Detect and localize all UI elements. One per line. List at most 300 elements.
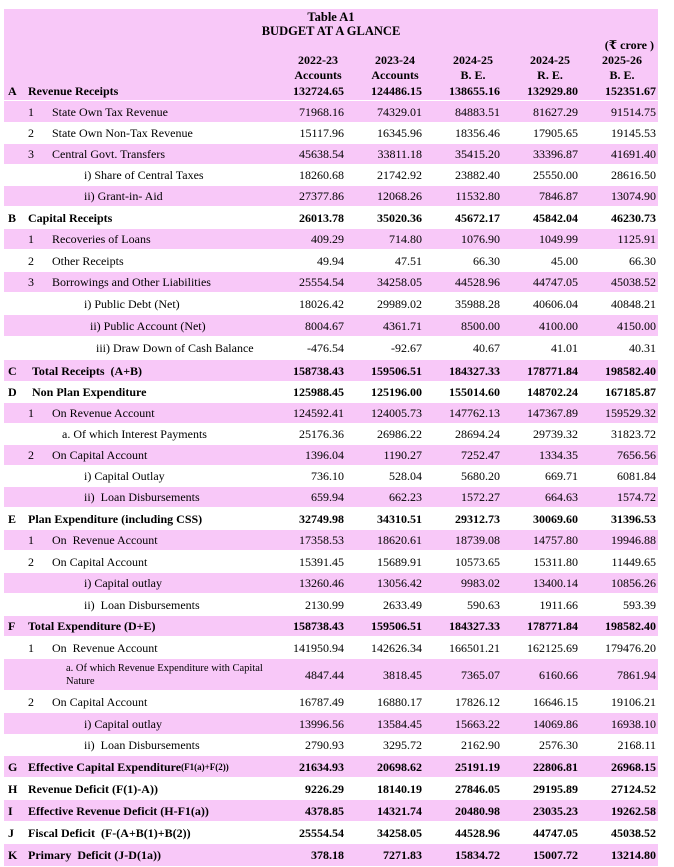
- table-row: [4, 822, 658, 844]
- value-cell: 23035.23: [533, 803, 578, 818]
- value-cell: 29312.73: [455, 511, 500, 526]
- table-row: [4, 691, 658, 713]
- row-label: [84, 573, 162, 594]
- value-cell: 32749.98: [299, 511, 344, 526]
- value-cell: 1396.04: [305, 448, 344, 462]
- row-label: [84, 466, 165, 487]
- row-label: [28, 82, 118, 101]
- row-code: F: [8, 619, 16, 633]
- table-row: [4, 101, 658, 123]
- row-code: J: [8, 825, 14, 840]
- row-label: [28, 822, 191, 844]
- row-code: D: [8, 385, 17, 399]
- value-cell: 25191.19: [455, 759, 500, 774]
- column-header-0: 2022-23 Accounts: [294, 53, 342, 82]
- value-cell: 45842.04: [533, 210, 578, 225]
- value-cell: 29195.89: [533, 781, 578, 796]
- value-cell: 409.29: [311, 232, 344, 246]
- row-label-text: 2 On Capital Account: [28, 694, 148, 709]
- value-cell: 45.00: [551, 253, 578, 268]
- table-row: [4, 844, 658, 867]
- value-cell: 34258.05: [377, 275, 422, 289]
- table-row: [4, 573, 658, 594]
- value-cell: 2633.49: [383, 597, 422, 612]
- value-cell: 664.63: [545, 490, 578, 504]
- row-label: [28, 756, 229, 778]
- value-cell: 41.01: [551, 341, 578, 355]
- value-cell: 16880.17: [377, 694, 422, 709]
- row-label: [28, 272, 211, 293]
- value-cell: 33396.87: [533, 147, 578, 161]
- row-label: [62, 424, 207, 445]
- value-cell: 10573.65: [455, 554, 500, 569]
- table-title: BUDGET AT A GLANCE: [261, 24, 401, 38]
- value-cell: 124592.41: [293, 406, 344, 420]
- value-cell: 27124.52: [611, 781, 656, 796]
- value-cell: 23882.40: [455, 168, 500, 182]
- value-cell: 7846.87: [539, 189, 578, 203]
- table-row: [4, 186, 658, 207]
- value-cell: 4378.85: [305, 803, 344, 818]
- value-cell: 4100.00: [539, 318, 578, 333]
- row-label: [28, 229, 151, 250]
- value-cell: 4847.44: [305, 667, 344, 682]
- value-cell: 74329.01: [377, 104, 422, 119]
- row-label: [84, 713, 162, 735]
- value-cell: 40.67: [473, 341, 500, 355]
- value-cell: 124005.73: [371, 406, 422, 420]
- value-cell: 1574.72: [617, 490, 656, 504]
- value-cell: 17826.12: [455, 694, 500, 709]
- value-cell: 138655.16: [449, 84, 500, 98]
- table-row: [4, 637, 658, 659]
- value-cell: 184327.33: [449, 619, 500, 633]
- value-cell: 125988.45: [293, 385, 344, 399]
- value-cell: 198582.40: [605, 619, 656, 633]
- value-cell: 15007.72: [533, 848, 578, 862]
- value-cell: 16345.96: [377, 126, 422, 140]
- row-label: [66, 659, 266, 691]
- table-row: [4, 466, 658, 487]
- value-cell: 2168.11: [617, 738, 656, 752]
- value-cell: 15311.80: [533, 554, 578, 569]
- value-cell: 47.51: [395, 253, 422, 268]
- value-cell: 17358.53: [299, 533, 344, 547]
- value-cell: 7656.56: [617, 448, 656, 462]
- row-code: H: [8, 781, 18, 796]
- row-label-text: iii) Draw Down of Cash Balance: [96, 341, 254, 355]
- table-row: [4, 778, 658, 800]
- value-cell: 84883.51: [455, 104, 500, 119]
- value-cell: 10856.26: [611, 576, 656, 590]
- value-cell: 25554.54: [299, 275, 344, 289]
- row-label-text: Revenue Receipts: [28, 84, 119, 98]
- value-cell: 14069.86: [533, 716, 578, 731]
- value-cell: 35415.20: [455, 147, 500, 161]
- table-header: [4, 9, 658, 82]
- value-cell: 8004.67: [305, 318, 344, 333]
- value-cell: 148702.24: [527, 385, 578, 399]
- value-cell: 178771.84: [527, 619, 578, 633]
- value-cell: 66.30: [629, 253, 656, 268]
- value-cell: 2162.90: [461, 738, 500, 752]
- value-cell: 26013.78: [299, 210, 344, 225]
- row-code: B: [8, 210, 17, 225]
- value-cell: 198582.40: [605, 363, 656, 378]
- value-cell: 16646.15: [533, 694, 578, 709]
- value-cell: 7252.47: [461, 448, 500, 462]
- row-label-text: 1 Recoveries of Loans: [28, 232, 151, 246]
- value-cell: 1334.35: [539, 448, 578, 462]
- value-cell: 11449.65: [611, 554, 656, 569]
- value-cell: 41691.40: [611, 147, 656, 161]
- value-cell: 132724.65: [293, 84, 344, 98]
- value-cell: 44747.05: [533, 825, 578, 840]
- row-label: [28, 144, 165, 165]
- value-cell: 1049.99: [539, 232, 578, 246]
- value-cell: 18620.61: [377, 533, 422, 547]
- value-cell: 18140.19: [377, 781, 422, 796]
- value-cell: 71968.16: [299, 104, 344, 119]
- value-cell: 26968.15: [611, 759, 656, 774]
- table-row: [4, 551, 658, 573]
- value-cell: 1572.27: [461, 490, 500, 504]
- value-cell: 2576.30: [539, 738, 578, 752]
- row-label-text: Effective Capital Expenditure: [28, 759, 182, 774]
- value-cell: 13260.46: [299, 576, 344, 590]
- row-code: I: [8, 803, 13, 818]
- row-label-text: Capital Receipts: [28, 210, 113, 225]
- row-label-text: i) Capital outlay: [84, 576, 162, 590]
- value-cell: 6081.84: [617, 469, 656, 483]
- value-cell: 19106.21: [611, 694, 656, 709]
- row-label: [84, 186, 163, 207]
- value-cell: 35020.36: [377, 210, 422, 225]
- value-cell: 16787.49: [299, 694, 344, 709]
- row-label: [28, 778, 158, 800]
- value-cell: 6160.66: [539, 667, 578, 682]
- value-cell: 91514.75: [611, 104, 656, 119]
- value-cell: 18739.08: [455, 533, 500, 547]
- value-cell: 45672.17: [455, 210, 500, 225]
- value-cell: 20698.62: [377, 759, 422, 774]
- value-cell: 11532.80: [455, 189, 500, 203]
- row-label-text: 2 Other Receipts: [28, 253, 124, 268]
- value-cell: 179476.20: [605, 640, 656, 655]
- row-label: [32, 382, 146, 403]
- table-row: [4, 82, 658, 101]
- table-row: [4, 424, 658, 445]
- value-cell: 27377.86: [299, 189, 344, 203]
- row-label: [32, 360, 142, 382]
- row-label: [28, 530, 158, 551]
- table-row: [4, 508, 658, 530]
- value-cell: 28694.24: [455, 427, 500, 441]
- value-cell: 25176.36: [299, 427, 344, 441]
- row-label-text: Total Receipts (A+B): [32, 363, 143, 378]
- value-cell: 40606.04: [533, 296, 578, 311]
- value-cell: 159506.51: [371, 619, 422, 633]
- value-cell: 31396.53: [611, 511, 656, 526]
- value-cell: 27846.05: [455, 781, 500, 796]
- table-row: [4, 616, 658, 637]
- value-cell: 7271.83: [383, 848, 422, 862]
- value-cell: 3818.45: [383, 667, 422, 682]
- value-cell: 714.80: [389, 232, 422, 246]
- row-label: [96, 337, 254, 360]
- value-cell: 3295.72: [383, 738, 422, 752]
- value-cell: 13996.56: [299, 716, 344, 731]
- table-row: [4, 594, 658, 616]
- table-row: [4, 250, 658, 272]
- row-label-text: ii) Loan Disbursements: [84, 490, 200, 504]
- value-cell: 45038.52: [611, 825, 656, 840]
- row-label-text: Non Plan Expenditure: [32, 385, 147, 399]
- value-cell: 44528.96: [455, 275, 500, 289]
- value-cell: 15663.22: [455, 716, 500, 731]
- value-cell: 159529.32: [605, 406, 656, 420]
- row-label-text: Plan Expenditure (including CSS): [28, 511, 203, 526]
- value-cell: 40.31: [629, 341, 656, 355]
- value-cell: 34310.51: [377, 511, 422, 526]
- value-cell: 1076.90: [461, 232, 500, 246]
- value-cell: 158738.43: [293, 619, 344, 633]
- value-cell: 18026.42: [299, 296, 344, 311]
- table-row: [4, 315, 658, 337]
- value-cell: 1125.91: [617, 232, 656, 246]
- row-label-formula: (F1(a)+F(2)): [181, 761, 229, 772]
- value-cell: 22806.81: [533, 759, 578, 774]
- value-cell: 18356.46: [455, 126, 500, 140]
- budget-table-body: [4, 82, 658, 867]
- value-cell: 167185.87: [605, 385, 656, 399]
- value-cell: 20480.98: [455, 803, 500, 818]
- table-row: [4, 659, 658, 691]
- table-row: [4, 207, 658, 229]
- value-cell: 45638.54: [299, 147, 344, 161]
- value-cell: 158738.43: [293, 363, 344, 378]
- row-label: [28, 207, 112, 229]
- row-label-text: 2 On Capital Account: [28, 554, 148, 569]
- value-cell: 46230.73: [611, 210, 656, 225]
- value-cell: 44528.96: [455, 825, 500, 840]
- value-cell: 15834.72: [455, 848, 500, 862]
- value-cell: 142626.34: [371, 640, 422, 655]
- value-cell: 528.04: [389, 469, 422, 483]
- row-label-text: Fiscal Deficit (F-(A+B(1)+B(2)): [28, 825, 191, 840]
- row-label-text: ii) Grant-in- Aid: [84, 189, 163, 203]
- value-cell: 34258.05: [377, 825, 422, 840]
- value-cell: 2790.93: [305, 738, 344, 752]
- table-row: [4, 756, 658, 778]
- table-row: [4, 487, 658, 508]
- value-cell: 4361.71: [383, 318, 422, 333]
- table-row: [4, 445, 658, 466]
- value-cell: 4150.00: [617, 318, 656, 333]
- value-cell: -92.67: [391, 341, 422, 355]
- row-label: [84, 487, 200, 508]
- value-cell: 14321.74: [377, 803, 422, 818]
- value-cell: 155014.60: [449, 385, 500, 399]
- value-cell: 141950.94: [293, 640, 344, 655]
- row-code: E: [8, 511, 17, 526]
- value-cell: 14757.80: [533, 533, 578, 547]
- value-cell: 5680.20: [461, 469, 500, 483]
- value-cell: 9983.02: [461, 576, 500, 590]
- value-cell: 26986.22: [377, 427, 422, 441]
- value-cell: 124486.15: [371, 84, 422, 98]
- row-label: [28, 800, 209, 822]
- value-cell: 29739.32: [533, 427, 578, 441]
- row-label-text: 1 On Revenue Account: [28, 640, 158, 655]
- column-header-2: 2024-25 B. E.: [453, 53, 493, 82]
- row-label: [84, 735, 200, 756]
- value-cell: 28616.50: [611, 168, 656, 182]
- row-label-text: a. Of which Revenue Expenditure with Capital Nature: [66, 663, 263, 687]
- value-cell: 9226.29: [305, 781, 344, 796]
- column-header-1: 2023-24 Accounts: [371, 53, 419, 82]
- value-cell: 29989.02: [377, 296, 422, 311]
- value-cell: 159506.51: [371, 363, 422, 378]
- value-cell: 13056.42: [377, 576, 422, 590]
- value-cell: 40848.21: [611, 296, 656, 311]
- table-row: [4, 403, 658, 424]
- row-label-text: i) Public Debt (Net): [84, 296, 180, 311]
- row-label: [84, 293, 180, 315]
- table-row: [4, 165, 658, 186]
- row-label-text: 1 On Revenue Account: [28, 533, 158, 547]
- row-label-text: ii) Loan Disbursements: [84, 597, 200, 612]
- value-cell: 7861.94: [617, 667, 656, 682]
- table-row: [4, 123, 658, 144]
- row-label-text: Revenue Deficit (F(1)-A)): [28, 781, 158, 796]
- value-cell: 178771.84: [527, 363, 578, 378]
- row-label-text: 1 On Revenue Account: [28, 406, 155, 420]
- value-cell: 31823.72: [611, 427, 656, 441]
- value-cell: 19145.53: [611, 126, 656, 140]
- value-cell: 147762.13: [449, 406, 500, 420]
- row-label: [28, 508, 202, 530]
- value-cell: 1911.66: [539, 597, 578, 612]
- value-cell: 21634.93: [299, 759, 344, 774]
- value-cell: 12068.26: [377, 189, 422, 203]
- row-label: [28, 637, 158, 659]
- table-row: [4, 337, 658, 360]
- value-cell: 25550.00: [533, 168, 578, 182]
- row-label-text: 3 Central Govt. Transfers: [28, 147, 165, 161]
- value-cell: 13584.45: [377, 716, 422, 731]
- row-label-text: ii) Loan Disbursements: [84, 738, 200, 752]
- row-label: [84, 165, 204, 186]
- value-cell: 125196.00: [371, 385, 422, 399]
- row-label: [84, 594, 200, 616]
- value-cell: 44747.05: [533, 275, 578, 289]
- value-cell: 25554.54: [299, 825, 344, 840]
- value-cell: 593.39: [623, 597, 656, 612]
- value-cell: 1190.27: [383, 448, 422, 462]
- value-cell: 66.30: [473, 253, 500, 268]
- table-row: [4, 360, 658, 382]
- value-cell: 18260.68: [299, 168, 344, 182]
- row-label-text: 1 State Own Tax Revenue: [28, 104, 168, 119]
- value-cell: 736.10: [311, 469, 344, 483]
- value-cell: 13074.90: [611, 189, 656, 203]
- table-row: [4, 713, 658, 735]
- value-cell: 166501.21: [449, 640, 500, 655]
- value-cell: 162125.69: [527, 640, 578, 655]
- value-cell: 15117.96: [299, 126, 344, 140]
- row-label-text: 2 On Capital Account: [28, 448, 148, 462]
- value-cell: 16938.10: [611, 716, 656, 731]
- row-label: [28, 445, 147, 466]
- row-label-text: i) Capital Outlay: [84, 469, 165, 483]
- row-label: [28, 616, 156, 637]
- row-label: [28, 250, 124, 272]
- value-cell: 659.94: [311, 490, 344, 504]
- value-cell: 19946.88: [611, 533, 656, 547]
- table-row: [4, 293, 658, 315]
- row-label-text: a. Of which Interest Payments: [62, 427, 207, 441]
- value-cell: 19262.58: [611, 803, 656, 818]
- value-cell: 152351.67: [605, 84, 656, 98]
- value-cell: 2130.99: [305, 597, 344, 612]
- value-cell: 662.23: [389, 490, 422, 504]
- row-label-text: i) Capital outlay: [84, 716, 162, 731]
- column-header-3: 2024-25 R. E.: [530, 53, 570, 82]
- value-cell: -476.54: [307, 341, 344, 355]
- row-label-text: i) Share of Central Taxes: [84, 168, 204, 182]
- value-cell: 17905.65: [533, 126, 578, 140]
- row-label: [28, 844, 161, 867]
- row-label-text: Effective Revenue Deficit (H-F1(a)): [28, 803, 209, 818]
- row-label: [28, 403, 155, 424]
- table-number: Table A1: [307, 10, 355, 24]
- table-row: [4, 530, 658, 551]
- row-label: [28, 551, 147, 573]
- value-cell: 15689.91: [377, 554, 422, 569]
- row-code: K: [8, 848, 18, 862]
- column-header-4: 2025-26 B. E.: [602, 53, 642, 82]
- value-cell: 81627.29: [533, 104, 578, 119]
- value-cell: 590.63: [467, 597, 500, 612]
- value-cell: 15391.45: [299, 554, 344, 569]
- value-cell: 8500.00: [461, 318, 500, 333]
- value-cell: 7365.07: [461, 667, 500, 682]
- value-cell: 33811.18: [377, 147, 422, 161]
- value-cell: 13400.14: [533, 576, 578, 590]
- value-cell: 147367.89: [527, 406, 578, 420]
- row-label: [28, 123, 193, 144]
- row-label-text: ii) Public Account (Net): [90, 318, 206, 333]
- value-cell: 49.94: [317, 253, 344, 268]
- value-cell: 378.18: [311, 848, 344, 862]
- table-row: [4, 144, 658, 165]
- table-row: [4, 229, 658, 250]
- unit-label: (₹ crore ): [604, 38, 654, 52]
- value-cell: 669.71: [545, 469, 578, 483]
- value-cell: 45038.52: [611, 275, 656, 289]
- row-label-text: 2 State Own Non-Tax Revenue: [28, 126, 193, 140]
- row-label: [28, 101, 168, 123]
- row-label: [90, 315, 206, 337]
- table-row: [4, 272, 658, 293]
- value-cell: 13214.80: [611, 848, 656, 862]
- table-row: [4, 735, 658, 756]
- value-cell: 184327.33: [449, 363, 500, 378]
- row-label: [28, 691, 147, 713]
- row-code: G: [8, 759, 18, 774]
- value-cell: 21742.92: [377, 168, 422, 182]
